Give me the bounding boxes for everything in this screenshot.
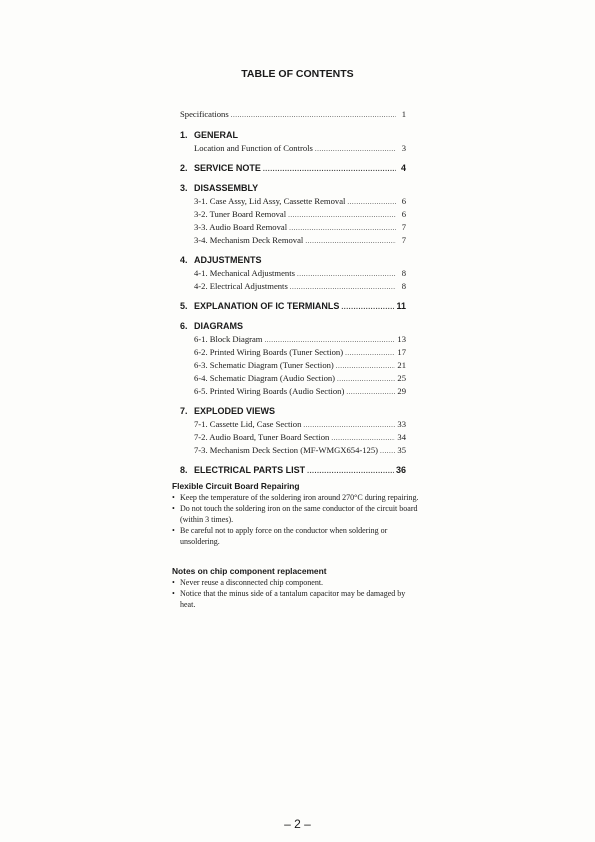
toc-entry-page: 34 <box>397 432 406 442</box>
note-heading: Notes on chip component replacement <box>172 566 327 576</box>
toc-entry-page: 25 <box>397 373 406 383</box>
toc-section <box>180 182 406 247</box>
section-page: 4 <box>400 163 406 173</box>
toc-entry-page: 35 <box>397 445 406 455</box>
toc-entry-page: 21 <box>397 360 406 370</box>
dot-leader <box>380 445 395 458</box>
toc-entry-page: 3 <box>401 143 406 153</box>
toc-entry <box>180 359 406 372</box>
toc-entry-page: 7 <box>401 222 406 232</box>
toc-entry-label: 3-2. Tuner Board Removal <box>194 209 287 219</box>
toc-entry-label: 6-2. Printed Wiring Boards (Tuner Section) <box>194 347 344 357</box>
toc-entry <box>180 444 406 457</box>
toc-section-heading <box>180 464 406 477</box>
note-chip-component-replacement <box>172 566 422 610</box>
toc-section-heading <box>180 254 406 267</box>
section-title: EXPLODED VIEWS <box>194 406 276 416</box>
section-number: 3. <box>180 183 188 193</box>
note-item: • Never reuse a disconnected chip component. <box>172 577 422 588</box>
dot-leader <box>297 268 396 281</box>
toc-entry-page: 1 <box>401 109 406 119</box>
toc-entry <box>180 372 406 385</box>
note-heading: Flexible Circuit Board Repairing <box>172 481 300 491</box>
toc-entry-label: 3-4. Mechanism Deck Removal <box>194 235 304 245</box>
note-list <box>172 492 422 547</box>
toc-entry <box>180 385 406 398</box>
toc-entry-label: 6-4. Schematic Diagram (Audio Section) <box>194 373 336 383</box>
section-title: DISASSEMBLY <box>194 183 259 193</box>
dot-leader <box>307 465 394 478</box>
section-number: 7. <box>180 406 188 416</box>
toc-section-heading <box>180 320 406 333</box>
toc-entry-label: 7-2. Audio Board, Tuner Board Section <box>194 432 330 442</box>
note-item: • Notice that the minus side of a tantalum capacitor may be damaged by heat. <box>172 588 422 610</box>
toc-entry-label: 6-3. Schematic Diagram (Tuner Section) <box>194 360 334 370</box>
toc-entry <box>180 431 406 444</box>
section-number: 4. <box>180 255 188 265</box>
section-title: EXPLANATION OF IC TERMIANLS <box>194 301 340 311</box>
dot-leader <box>289 222 396 235</box>
toc-entry-page: 8 <box>401 268 406 278</box>
toc-entry-label: 3-1. Case Assy, Lid Assy, Cassette Removal <box>194 196 346 206</box>
toc-entry <box>180 195 406 208</box>
dot-leader <box>337 373 395 386</box>
section-number: 6. <box>180 321 188 331</box>
toc-entry-label: 7-1. Cassette Lid, Case Section <box>194 419 302 429</box>
toc-entry-label: 6-1. Block Diagram <box>194 334 263 344</box>
note-list <box>172 577 422 610</box>
toc-entry-page: 33 <box>397 419 406 429</box>
toc-entry-label: 4-1. Mechanical Adjustments <box>194 268 295 278</box>
toc-section <box>180 129 406 155</box>
section-number: 1. <box>180 130 188 140</box>
toc-section <box>180 464 406 477</box>
dot-leader <box>336 360 396 373</box>
toc-entry-specifications <box>180 108 406 121</box>
toc-entry <box>180 418 406 431</box>
toc-entry <box>180 142 406 155</box>
table-of-contents <box>180 108 406 477</box>
toc-section <box>180 254 406 293</box>
toc-entry-label: 3-3. Audio Board Removal <box>194 222 288 232</box>
toc-section <box>180 320 406 398</box>
toc-entry-page: 6 <box>401 209 406 219</box>
toc-entry-label: 4-2. Electrical Adjustments <box>194 281 288 291</box>
note-item: • Keep the temperature of the soldering iron around 270°C during repairing. <box>172 492 422 503</box>
toc-entry-page: 17 <box>397 347 406 357</box>
dot-leader <box>341 301 394 314</box>
toc-entry <box>180 221 406 234</box>
toc-entry-label: 6-5. Printed Wiring Boards (Audio Section) <box>194 386 345 396</box>
dot-leader <box>305 235 396 248</box>
section-title: SERVICE NOTE <box>194 163 261 173</box>
section-number: 2. <box>180 163 188 173</box>
toc-entry <box>180 208 406 221</box>
dot-leader <box>231 109 396 122</box>
toc-entry <box>180 346 406 359</box>
page-number: – 2 – <box>284 817 311 831</box>
page-title: TABLE OF CONTENTS <box>241 68 354 80</box>
toc-section <box>180 162 406 175</box>
dot-leader <box>288 209 396 222</box>
toc-entry-label: Specifications <box>180 109 229 119</box>
toc-entry <box>180 333 406 346</box>
dot-leader <box>346 386 395 399</box>
dot-leader <box>263 163 396 176</box>
toc-entry <box>180 267 406 280</box>
toc-section-heading <box>180 182 406 195</box>
toc-entry-label: 7-3. Mechanism Deck Section (MF-WMGX654-125) <box>194 445 379 455</box>
dot-leader <box>347 196 396 209</box>
dot-leader <box>290 281 396 294</box>
toc-entry <box>180 234 406 247</box>
toc-entry-page: 29 <box>397 386 406 396</box>
section-title: ELECTRICAL PARTS LIST <box>194 465 306 475</box>
toc-entry <box>180 280 406 293</box>
toc-section-heading <box>180 129 406 142</box>
toc-entry-label: Location and Function of Controls <box>194 143 313 153</box>
section-number: 5. <box>180 301 188 311</box>
toc-entry-page: 13 <box>397 334 406 344</box>
toc-entry-page: 7 <box>401 235 406 245</box>
note-item: • Be careful not to apply force on the conductor when soldering or unsoldering. <box>172 525 422 547</box>
note-flexible-circuit-board <box>172 481 422 547</box>
section-title: DIAGRAMS <box>194 321 243 331</box>
section-number: 8. <box>180 465 188 475</box>
toc-section <box>180 300 406 313</box>
dot-leader <box>345 347 395 360</box>
section-title: ADJUSTMENTS <box>194 255 262 265</box>
dot-leader <box>315 143 396 156</box>
note-item: • Do not touch the soldering iron on the same conductor of the circuit board (within 3 times). <box>172 503 422 525</box>
toc-entry-page: 8 <box>401 281 406 291</box>
toc-section <box>180 405 406 457</box>
toc-section-heading <box>180 405 406 418</box>
toc-entry-page: 6 <box>401 196 406 206</box>
section-page: 11 <box>396 301 406 311</box>
section-title: GENERAL <box>194 130 239 140</box>
section-page: 36 <box>395 465 406 475</box>
toc-section-heading <box>180 162 406 175</box>
toc-section-heading <box>180 300 406 313</box>
